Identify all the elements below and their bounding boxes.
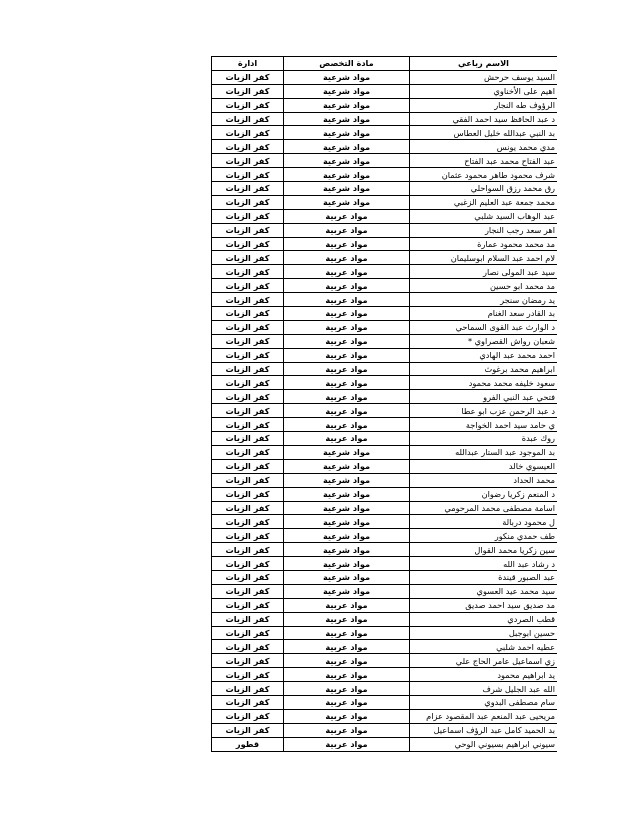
cell-subject: مواد شرعية <box>284 140 410 154</box>
cell-subject: مواد عربية <box>284 376 410 390</box>
cell-name: يد ابراهيم محمود <box>410 668 558 682</box>
cell-admin: كفر الزيات <box>212 70 284 84</box>
cell-name: احمد محمد عبد الهادي <box>410 348 558 362</box>
cell-admin: كفر الزيات <box>212 362 284 376</box>
cell-name: فتحي عبد النبي الفرو <box>410 390 558 404</box>
table-row <box>212 695 558 709</box>
cell-name: مد صديق سيد احمد صديق <box>410 598 558 612</box>
cell-name: بد النبي عبدالله خليل العطاس <box>410 126 558 140</box>
cell-name: اهيم على الأخناوي <box>410 84 558 98</box>
table-row <box>212 501 558 515</box>
table-row <box>212 570 558 584</box>
cell-subject: مواد شرعية <box>284 70 410 84</box>
cell-name: يد رمضان سنجر <box>410 293 558 307</box>
cell-subject: مواد عربية <box>284 709 410 723</box>
cell-admin: كفر الزيات <box>212 432 284 446</box>
cell-name: قطب الصردي <box>410 612 558 626</box>
cell-subject: مواد عربية <box>284 209 410 223</box>
cell-admin: كفر الزيات <box>212 723 284 737</box>
table-row <box>212 334 558 348</box>
table-row <box>212 251 558 265</box>
cell-subject: مواد عربية <box>284 348 410 362</box>
cell-admin: كفر الزيات <box>212 334 284 348</box>
cell-admin: كفر الزيات <box>212 320 284 334</box>
cell-subject: مواد عربية <box>284 334 410 348</box>
cell-name: د المنعم زكريا رضوان <box>410 487 558 501</box>
cell-admin: كفر الزيات <box>212 570 284 584</box>
cell-admin: قطور <box>212 737 284 751</box>
cell-subject: مواد عربية <box>284 640 410 654</box>
cell-admin: كفر الزيات <box>212 126 284 140</box>
cell-admin: كفر الزيات <box>212 654 284 668</box>
cell-name: سيد محمد عيد العسوي <box>410 584 558 598</box>
table-row <box>212 126 558 140</box>
cell-name: مد محمد محمود عمارة <box>410 237 558 251</box>
cell-subject: مواد شرعية <box>284 557 410 571</box>
table-clip <box>211 56 557 816</box>
cell-admin: كفر الزيات <box>212 584 284 598</box>
cell-name: رق محمد رزق السواحلي <box>410 182 558 196</box>
table-row <box>212 654 558 668</box>
cell-name: سام مصطفى البدوي <box>410 695 558 709</box>
cell-name: بد القادر سعد الغنام <box>410 307 558 321</box>
cell-subject: مواد شرعية <box>284 570 410 584</box>
cell-subject: مواد شرعية <box>284 501 410 515</box>
cell-subject: مواد شرعية <box>284 168 410 182</box>
cell-name: مريحيى عبد المنعم عبد المقصود عزام <box>410 709 558 723</box>
table-row <box>212 612 558 626</box>
cell-name: د رشاد عبد الله <box>410 557 558 571</box>
table-row <box>212 84 558 98</box>
table-row <box>212 473 558 487</box>
table-body <box>212 70 558 751</box>
cell-admin: كفر الزيات <box>212 195 284 209</box>
cell-admin: كفر الزيات <box>212 154 284 168</box>
table-row <box>212 362 558 376</box>
cell-subject: مواد شرعية <box>284 487 410 501</box>
cell-name: محمد جمعة عبد العليم الزغبي <box>410 195 558 209</box>
cell-name: ابراهيم محمد برغوث <box>410 362 558 376</box>
cell-name: سيوني ابراهيم بسيوني الوحي <box>410 737 558 751</box>
cell-subject: مواد عربية <box>284 404 410 418</box>
cell-name: الرؤوف طه النجار <box>410 98 558 112</box>
cell-name: بد الموجود عبد الستار عبدالله <box>410 445 558 459</box>
cell-subject: مواد عربية <box>284 307 410 321</box>
cell-admin: كفر الزيات <box>212 640 284 654</box>
cell-name: روك عبدة <box>410 432 558 446</box>
cell-subject: مواد عربية <box>284 390 410 404</box>
table-row <box>212 182 558 196</box>
cell-name: مدي محمد يونس <box>410 140 558 154</box>
cell-admin: كفر الزيات <box>212 279 284 293</box>
header-row <box>212 57 558 71</box>
cell-subject: مواد عربية <box>284 432 410 446</box>
cell-subject: مواد عربية <box>284 320 410 334</box>
cell-subject: مواد عربية <box>284 695 410 709</box>
cell-admin: كفر الزيات <box>212 598 284 612</box>
table-row <box>212 515 558 529</box>
table-row <box>212 626 558 640</box>
cell-subject: مواد عربية <box>284 654 410 668</box>
table-row <box>212 723 558 737</box>
cell-name: عبد الفتاح محمد عبد الفتاح <box>410 154 558 168</box>
cell-admin: كفر الزيات <box>212 98 284 112</box>
cell-name: ل محمود دربالة <box>410 515 558 529</box>
cell-subject: مواد عربية <box>284 362 410 376</box>
cell-admin: كفر الزيات <box>212 487 284 501</box>
table-row <box>212 70 558 84</box>
cell-subject: مواد شرعية <box>284 445 410 459</box>
cell-admin: كفر الزيات <box>212 418 284 432</box>
table-row <box>212 376 558 390</box>
cell-admin: كفر الزيات <box>212 695 284 709</box>
cell-name: حسين ابوجبل <box>410 626 558 640</box>
cell-subject: مواد شرعية <box>284 112 410 126</box>
cell-name: زي اسماعيل عامر الحاج علي <box>410 654 558 668</box>
cell-admin: كفر الزيات <box>212 112 284 126</box>
cell-admin: كفر الزيات <box>212 682 284 696</box>
table-row <box>212 668 558 682</box>
table-row <box>212 209 558 223</box>
cell-admin: كفر الزيات <box>212 168 284 182</box>
cell-admin: كفر الزيات <box>212 557 284 571</box>
cell-subject: مواد شرعية <box>284 126 410 140</box>
cell-name: عطيه احمد شلبي <box>410 640 558 654</box>
cell-admin: كفر الزيات <box>212 307 284 321</box>
table-row <box>212 584 558 598</box>
cell-admin: كفر الزيات <box>212 209 284 223</box>
cell-subject: مواد شرعية <box>284 473 410 487</box>
cell-subject: مواد عربية <box>284 598 410 612</box>
table-row <box>212 640 558 654</box>
header-name: الاسم رباعي <box>410 57 558 71</box>
cell-admin: كفر الزيات <box>212 709 284 723</box>
cell-subject: مواد شرعية <box>284 459 410 473</box>
cell-name: مد محمد ابو حسين <box>410 279 558 293</box>
table-row <box>212 418 558 432</box>
table-row <box>212 320 558 334</box>
cell-admin: كفر الزيات <box>212 84 284 98</box>
table-row <box>212 709 558 723</box>
table-row <box>212 293 558 307</box>
table-row <box>212 404 558 418</box>
cell-admin: كفر الزيات <box>212 265 284 279</box>
cell-name: د عبد الرحمن عزب ابو عطا <box>410 404 558 418</box>
cell-subject: مواد عربية <box>284 223 410 237</box>
cell-subject: مواد عربية <box>284 612 410 626</box>
table-row <box>212 445 558 459</box>
cell-admin: كفر الزيات <box>212 612 284 626</box>
cell-name: اسامة مصطفى محمد المرحومي <box>410 501 558 515</box>
table-row <box>212 98 558 112</box>
table-row <box>212 168 558 182</box>
cell-subject: مواد عربية <box>284 279 410 293</box>
teachers-table <box>211 56 557 752</box>
cell-admin: كفر الزيات <box>212 376 284 390</box>
table-row <box>212 459 558 473</box>
cell-subject: مواد عربية <box>284 626 410 640</box>
cell-subject: مواد عربية <box>284 737 410 751</box>
cell-admin: كفر الزيات <box>212 223 284 237</box>
table-row <box>212 140 558 154</box>
table-row <box>212 307 558 321</box>
cell-name: د الوارث عبد القوى السماحي <box>410 320 558 334</box>
table-row <box>212 223 558 237</box>
cell-name: د عبد الحافظ سيد احمد الفقي <box>410 112 558 126</box>
cell-subject: مواد شرعية <box>284 529 410 543</box>
cell-name: شرف محمود طاهر محمود عثمان <box>410 168 558 182</box>
cell-admin: كفر الزيات <box>212 182 284 196</box>
cell-admin: كفر الزيات <box>212 348 284 362</box>
table-row <box>212 682 558 696</box>
cell-subject: مواد شرعية <box>284 98 410 112</box>
cell-name: سين زكريا محمد القوال <box>410 543 558 557</box>
table-row <box>212 237 558 251</box>
cell-subject: مواد عربية <box>284 723 410 737</box>
cell-admin: كفر الزيات <box>212 473 284 487</box>
cell-subject: مواد شرعية <box>284 543 410 557</box>
table-row <box>212 487 558 501</box>
table-row <box>212 348 558 362</box>
cell-subject: مواد شرعية <box>284 84 410 98</box>
cell-subject: مواد عربية <box>284 418 410 432</box>
cell-subject: مواد عربية <box>284 251 410 265</box>
table-row <box>212 195 558 209</box>
cell-admin: كفر الزيات <box>212 543 284 557</box>
table-row <box>212 529 558 543</box>
cell-name: محمد الحداد <box>410 473 558 487</box>
cell-subject: مواد عربية <box>284 682 410 696</box>
cell-admin: كفر الزيات <box>212 501 284 515</box>
cell-admin: كفر الزيات <box>212 626 284 640</box>
cell-subject: مواد عربية <box>284 237 410 251</box>
cell-subject: مواد شرعية <box>284 515 410 529</box>
header-subject: مادة التخصص <box>284 57 410 71</box>
cell-subject: مواد عربية <box>284 668 410 682</box>
cell-admin: كفر الزيات <box>212 515 284 529</box>
cell-name: بد الحميد كامل عبد الرؤف اسماعيل <box>410 723 558 737</box>
cell-subject: مواد شرعية <box>284 584 410 598</box>
table-row <box>212 432 558 446</box>
cell-admin: كفر الزيات <box>212 390 284 404</box>
cell-admin: كفر الزيات <box>212 459 284 473</box>
table-row <box>212 279 558 293</box>
cell-subject: مواد عربية <box>284 293 410 307</box>
cell-name: سيد عبد المولى نصار <box>410 265 558 279</box>
cell-admin: كفر الزيات <box>212 668 284 682</box>
table-row <box>212 598 558 612</box>
cell-subject: مواد شرعية <box>284 182 410 196</box>
cell-name: سعود خليفه محمد محمود <box>410 376 558 390</box>
cell-name: اهر سعد رجب النجار <box>410 223 558 237</box>
cell-subject: مواد شرعية <box>284 154 410 168</box>
cell-admin: كفر الزيات <box>212 445 284 459</box>
cell-admin: كفر الزيات <box>212 293 284 307</box>
table-row <box>212 265 558 279</box>
header-admin: ادارة <box>212 57 284 71</box>
table-row <box>212 557 558 571</box>
cell-subject: مواد شرعية <box>284 195 410 209</box>
table-row <box>212 112 558 126</box>
cell-admin: كفر الزيات <box>212 404 284 418</box>
table-row <box>212 543 558 557</box>
cell-subject: مواد عربية <box>284 265 410 279</box>
cell-name: طف حمدي منكور <box>410 529 558 543</box>
table-row <box>212 737 558 751</box>
cell-name: الله عبد الجليل شرف <box>410 682 558 696</box>
cell-name: السيد يوسف حرحش <box>410 70 558 84</box>
cell-admin: كفر الزيات <box>212 529 284 543</box>
cell-admin: كفر الزيات <box>212 140 284 154</box>
cell-admin: كفر الزيات <box>212 251 284 265</box>
cell-name: عبد الوهاب السيد شلبي <box>410 209 558 223</box>
cell-name: عبد الصبور قيندة <box>410 570 558 584</box>
cell-admin: كفر الزيات <box>212 237 284 251</box>
cell-name: العيسوي خالد <box>410 459 558 473</box>
cell-name: شعبان رواش القصراوي * <box>410 334 558 348</box>
cell-name: لام احمد عبد السلام ابوسليمان <box>410 251 558 265</box>
table-row <box>212 154 558 168</box>
cell-name: ي حامد سيد احمد الخواجة <box>410 418 558 432</box>
table-row <box>212 390 558 404</box>
